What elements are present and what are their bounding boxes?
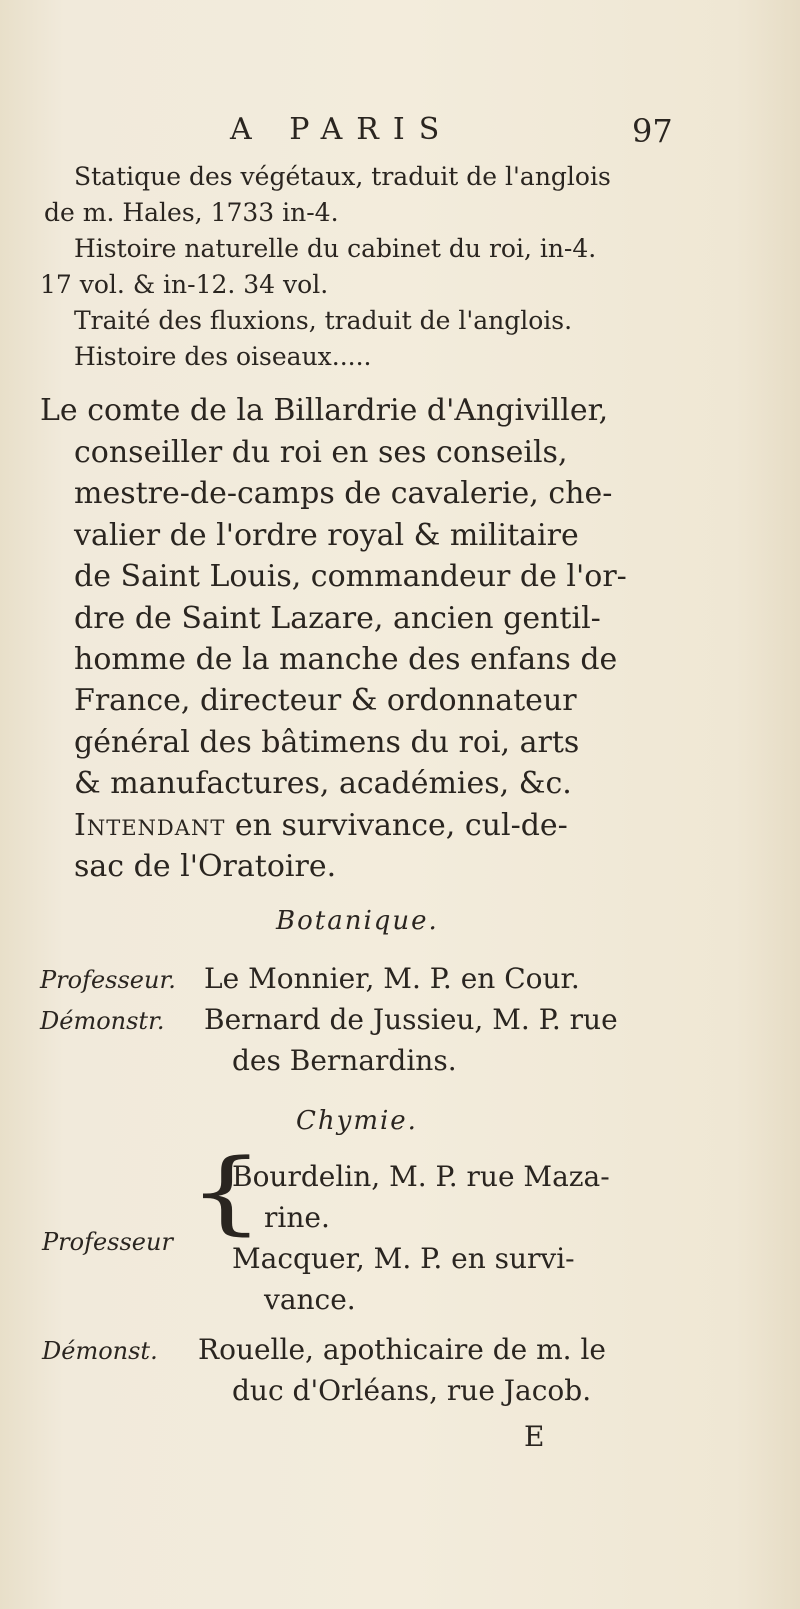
chymie-prof-line-2: rine. (264, 1201, 330, 1234)
running-title: A PARIS (230, 112, 454, 147)
intro-line-6: Histoire des oiseaux..... (74, 342, 372, 371)
intro-line-2: de m. Hales, 1733 in-4. (44, 198, 339, 227)
entry-line-10: & manufactures, académies, &c. (74, 766, 572, 801)
entry-line-3: mestre-de-camps de cavalerie, che- (74, 476, 613, 511)
chymie-demonstrateur-label: Démonst. (42, 1337, 158, 1365)
entry-line-7: homme de la manche des enfans de (74, 642, 618, 677)
entry-line-6: dre de Saint Lazare, ancien gentil- (74, 601, 601, 636)
intro-line-4: 17 vol. & in-12. 34 vol. (40, 270, 329, 299)
intendant-title: Intendant (74, 808, 226, 843)
section-heading-botanique: Botanique. (276, 906, 439, 936)
intro-line-5: Traité des fluxions, traduit de l'anglois. (74, 306, 573, 335)
entry-line-8: France, directeur & ordonnateur (74, 683, 577, 718)
chymie-prof-line-1: Bourdelin, M. P. rue Maza- (232, 1160, 610, 1193)
chymie-professeur-label: Professeur (42, 1228, 173, 1256)
intro-line-3: Histoire naturelle du cabinet du roi, in-4. (74, 234, 597, 263)
entry-line-5: de Saint Louis, commandeur de l'or- (74, 559, 627, 594)
entry-line-4: valier de l'ordre royal & militaire (74, 518, 579, 553)
section-heading-chymie: Chymie. (296, 1106, 418, 1136)
intro-line-1: Statique des végétaux, traduit de l'anglois (74, 162, 611, 191)
chymie-prof-line-3: Macquer, M. P. en survi- (232, 1242, 575, 1275)
entry-line-1: Le comte de la Billardrie d'Angiviller, (40, 393, 609, 428)
chymie-demonstrateur-text: Rouelle, apothicaire de m. le (198, 1333, 606, 1366)
signature-mark: E (524, 1420, 545, 1453)
page-number: 97 (632, 112, 673, 150)
botanique-professeur-text: Le Monnier, M. P. en Cour. (204, 962, 580, 995)
chymie-demonstrateur-cont: duc d'Orléans, rue Jacob. (232, 1374, 592, 1407)
entry-line-2: conseiller du roi en ses conseils, (74, 435, 568, 470)
botanique-demonstrateur-text: Bernard de Jussieu, M. P. rue (204, 1003, 618, 1036)
botanique-demonstrateur-label: Démonstr. (40, 1007, 165, 1035)
entry-line-9: général des bâtimens du roi, arts (74, 725, 580, 760)
curly-brace-mark: { (188, 1140, 265, 1245)
entry-line-12: sac de l'Oratoire. (74, 849, 337, 884)
entry-line-11 (74, 805, 568, 846)
botanique-demonstrateur-cont: des Bernardins. (232, 1044, 457, 1077)
chymie-prof-line-4: vance. (264, 1283, 356, 1316)
intendant-rest: en survivance, cul-de- (225, 808, 568, 843)
botanique-professeur-label: Professeur. (40, 966, 176, 994)
